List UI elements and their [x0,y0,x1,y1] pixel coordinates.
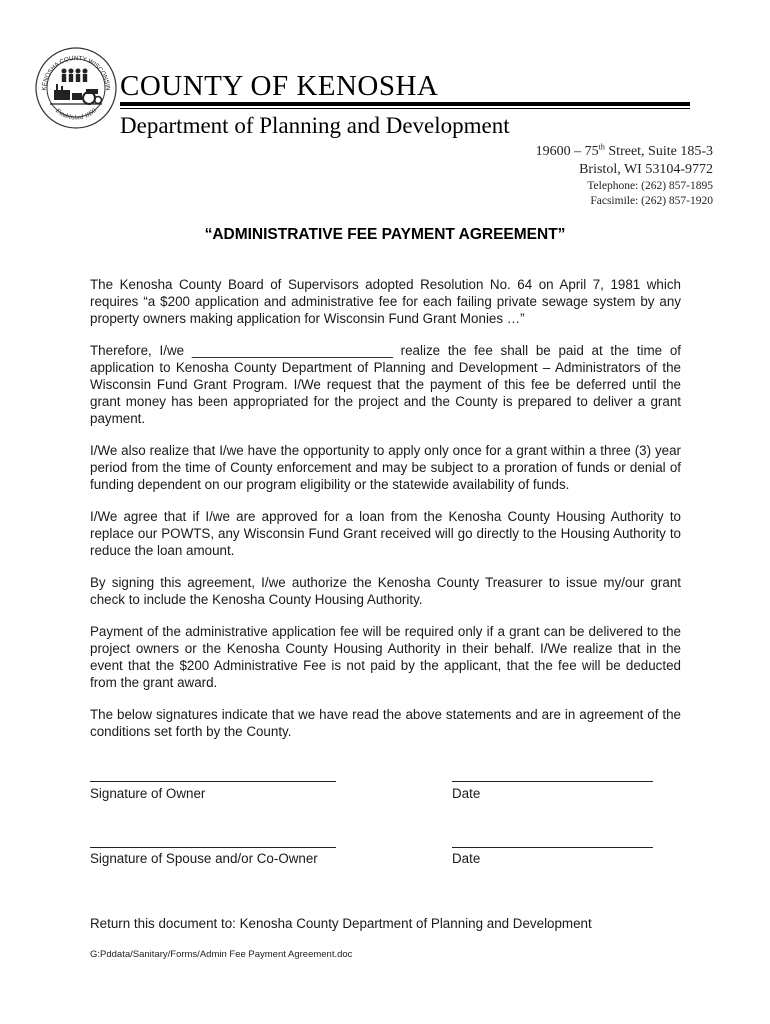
address-city: Bristol, WI 53104-9772 [579,162,713,177]
owner-signature-line[interactable] [90,781,336,782]
svg-text:KENOSHA COUNTY WISCONSIN [41,55,111,91]
seal-text-bottom: Established 1850 [54,107,98,122]
owner-date-label: Date [452,786,481,801]
address-facsimile: Facsimile: (262) 857-1920 [590,195,713,207]
address-street: 19600 – 75th Street, Suite 185-3 [535,142,713,159]
address-telephone: Telephone: (262) 857-1895 [587,180,713,192]
paragraph-therefore: Therefore, I/we ___________________________ realize the fee shall be paid at the time of application to Kenosha County Department of Planning and Development – Administrators of the Wisconsin Fund Grant Program. I/We request that the payment of this fee be deferred until the grant money has been appropriated for the project and the County is prepared to deliver a grant payment. [90,343,681,426]
owner-date-line[interactable] [452,781,653,782]
paragraph-opportunity: I/We also realize that I/we have the opportunity to apply only once for a grant within a three (3) year period from the time of County enforcement and may be subject to a proration of funds or denial of funding dependent on our program eligibility or the statewide availability of funds. [90,443,681,492]
county-title: COUNTY OF KENOSHA [120,70,439,102]
seal-people-icon [62,69,88,83]
file-path: G:Pddata/Sanitary/Forms/Admin Fee Payment Agreement.doc [90,949,353,960]
paragraph-loan: I/We agree that if I/we are approved for a loan from the Kenosha County Housing Authority to replace our POWTS, any Wisconsin Fund Grant received will go directly to the Housing Authority to reduce the loan amount. [90,509,681,558]
department-title: Department of Planning and Development [120,113,510,138]
return-instructions: Return this document to: Kenosha County Department of Planning and Development [90,916,592,931]
spouse-date-line[interactable] [452,847,653,848]
spouse-date-label: Date [452,851,481,866]
seal-industry-icon [54,84,102,104]
header-rule-thick [120,102,690,106]
spouse-signature-line[interactable] [90,847,336,848]
spouse-signature-label: Signature of Spouse and/or Co-Owner [90,851,318,866]
header-rule-thin [120,108,690,109]
address-block [536,143,713,209]
paragraph-resolution: The Kenosha County Board of Supervisors adopted Resolution No. 64 on April 7, 1981 which requires “a $200 application and administrative fee for each failing private sewage system by any property owners making application for Wisconsin Fund Grant Monies …” [90,277,681,326]
svg-text:Established 1850 [54,107,99,122]
document-title: “ADMINISTRATIVE FEE PAYMENT AGREEMENT” [204,226,566,243]
county-seal-logo [34,46,118,130]
paragraph-signatures: The below signatures indicate that we have read the above statements and are in agreement of the conditions set forth by the County. [90,707,681,739]
paragraph-payment: Payment of the administrative application fee will be required only if a grant can be delivered to the project owners or the Kenosha County Housing Authority in their behalf. I/We realize that in the event that the $200 Administrative Fee is not paid by the applicant, that the fee will be deducted from the grant award. [90,624,681,690]
agreement-body [90,276,681,755]
paragraph-authorize: By signing this agreement, I/we authorize the Kenosha County Treasurer to issue my/our grant check to include the Kenosha County Housing Authority. [90,575,681,607]
owner-signature-label: Signature of Owner [90,786,206,801]
seal-text-top: KENOSHA COUNTY WISCONSIN [40,54,112,91]
